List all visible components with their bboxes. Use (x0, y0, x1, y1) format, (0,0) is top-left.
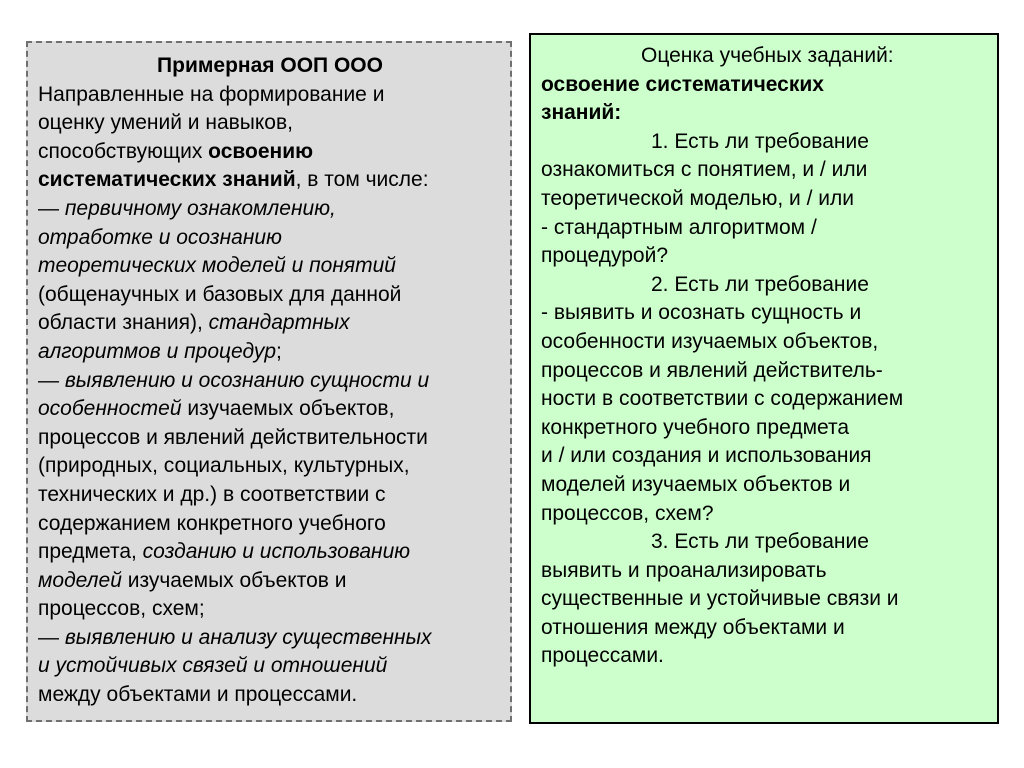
left-text-line (38, 81, 502, 110)
right-text-segment: процессов, схем? (541, 501, 714, 525)
left-text-line (38, 538, 502, 567)
left-text-segment: и устойчивых связей и отношений (38, 654, 388, 678)
right-text-segment: моделей изучаемых объектов и (541, 472, 851, 496)
left-text-segment: оценку умений и навыков, (38, 111, 293, 135)
left-text-segment: — (38, 625, 65, 649)
right-text-segment: 3. Есть ли требование (651, 530, 869, 554)
left-text-segment: — (38, 196, 65, 220)
right-text-line (541, 214, 991, 243)
right-text-line (541, 42, 991, 71)
left-text-segment: , в том числе: (295, 168, 429, 192)
left-text-segment: моделей (38, 568, 122, 592)
left-text-line (38, 166, 502, 195)
left-text-segment: изучаемых объектов, (181, 397, 395, 421)
right-text-line (541, 528, 991, 557)
right-text-segment: Оценка учебных заданий: (641, 44, 894, 67)
left-text-segment: (общенаучных и базовых для данной (38, 282, 402, 306)
right-text-segment: - выявить и осознать сущность и (541, 301, 862, 325)
left-text-segment: (природных, социальных, культурных, (38, 454, 410, 478)
left-text-line (38, 138, 502, 167)
right-text-line (541, 471, 991, 500)
left-text-line (38, 424, 502, 453)
left-text-segment: первичному ознакомлению, (64, 196, 336, 220)
right-text-line (541, 357, 991, 386)
right-text-segment: отношения между объектами и (541, 615, 845, 639)
left-text-line (38, 109, 502, 138)
left-text-segment: процессов, схем; (38, 597, 205, 621)
right-text-line (541, 99, 991, 128)
left-text-line (38, 338, 502, 367)
left-text-line (38, 481, 502, 510)
right-text-segment: особенности изучаемых объектов, (541, 329, 879, 353)
right-text-segment: существенные и устойчивые связи и (541, 587, 899, 611)
right-text-segment: знаний: (541, 101, 622, 125)
right-text-segment: процессами. (541, 644, 664, 668)
left-text-segment: предмета, (38, 540, 143, 564)
left-text-segment: способствующих (38, 139, 209, 163)
right-text-segment: ности в соответствии с содержанием (541, 387, 904, 411)
right-text-line (541, 442, 991, 471)
right-text-box (529, 33, 999, 724)
left-text-line (38, 652, 502, 681)
left-text-line (38, 281, 502, 310)
left-text-segment: особенностей (38, 397, 182, 421)
left-text-segment: изучаемых объектов и (121, 568, 347, 592)
left-text-segment: созданию и использованию (142, 540, 411, 564)
left-text-line (38, 224, 502, 253)
right-text-segment: 1. Есть ли требование (651, 129, 869, 153)
right-text-line (541, 71, 991, 100)
left-text-line (38, 367, 502, 396)
left-text-segment: отработке и осознанию (38, 225, 282, 249)
left-text-segment: технических и др.) в соответствии с (38, 482, 386, 506)
left-text-segment: систематических знаний (38, 168, 296, 192)
left-text-segment: между объектами и процессами. (38, 683, 358, 707)
left-text-line (38, 510, 502, 539)
left-text-segment: выявлению и осознанию сущности и (64, 368, 430, 392)
right-text-line (541, 128, 991, 157)
right-text-line (541, 614, 991, 643)
left-title: Примерная ООП ООО (157, 54, 383, 77)
right-text-segment: процессов и явлений действитель- (541, 358, 883, 382)
left-text-line (38, 452, 502, 481)
right-text-segment: выявить и проанализировать (541, 558, 827, 582)
right-text-segment: освоение систематических (541, 72, 824, 96)
right-text-line (541, 156, 991, 185)
right-text-line (541, 385, 991, 414)
right-text-line (541, 242, 991, 271)
left-text-segment: освоению (208, 139, 314, 163)
left-text-segment: — (38, 368, 65, 392)
right-text-segment: теоретической моделью, и / или (541, 186, 854, 210)
left-text-line (38, 624, 502, 653)
left-text-line (38, 681, 502, 710)
right-body (541, 42, 991, 671)
right-text-line (541, 185, 991, 214)
right-text-line (541, 271, 991, 300)
left-text-box (26, 41, 512, 722)
left-body (38, 81, 502, 710)
right-text-line (541, 585, 991, 614)
left-text-segment: выявлению и анализу существенных (64, 625, 432, 649)
left-text-segment: процессов и явлений действительности (38, 425, 428, 449)
left-text-segment: области знания), (38, 311, 209, 335)
right-text-segment: 2. Есть ли требование (651, 272, 869, 296)
left-text-segment: ; (276, 339, 282, 363)
left-text-line (38, 195, 502, 224)
left-text-segment: Направленные на формирование и (38, 82, 385, 106)
right-text-line (541, 414, 991, 443)
left-text-line (38, 567, 502, 596)
right-text-segment: процедурой? (541, 244, 669, 268)
right-text-line (541, 328, 991, 357)
right-text-segment: и / или создания и использования (541, 444, 872, 468)
right-text-line (541, 500, 991, 529)
left-text-line (38, 309, 502, 338)
left-text-segment: алгоритмов и процедур (38, 339, 277, 363)
right-text-segment: конкретного учебного предмета (541, 415, 850, 439)
right-text-segment: ознакомиться с понятием, и / или (541, 158, 868, 182)
right-text-line (541, 642, 991, 671)
right-text-segment: - стандартным алгоритмом / (541, 215, 817, 239)
left-text-line (38, 252, 502, 281)
left-text-line (38, 595, 502, 624)
left-text-segment: теоретических моделей и понятий (38, 254, 396, 278)
right-text-line (541, 299, 991, 328)
right-text-line (541, 557, 991, 586)
left-text-segment: стандартных (208, 311, 350, 335)
left-text-segment: содержанием конкретного учебного (38, 511, 386, 535)
left-text-line (38, 395, 502, 424)
